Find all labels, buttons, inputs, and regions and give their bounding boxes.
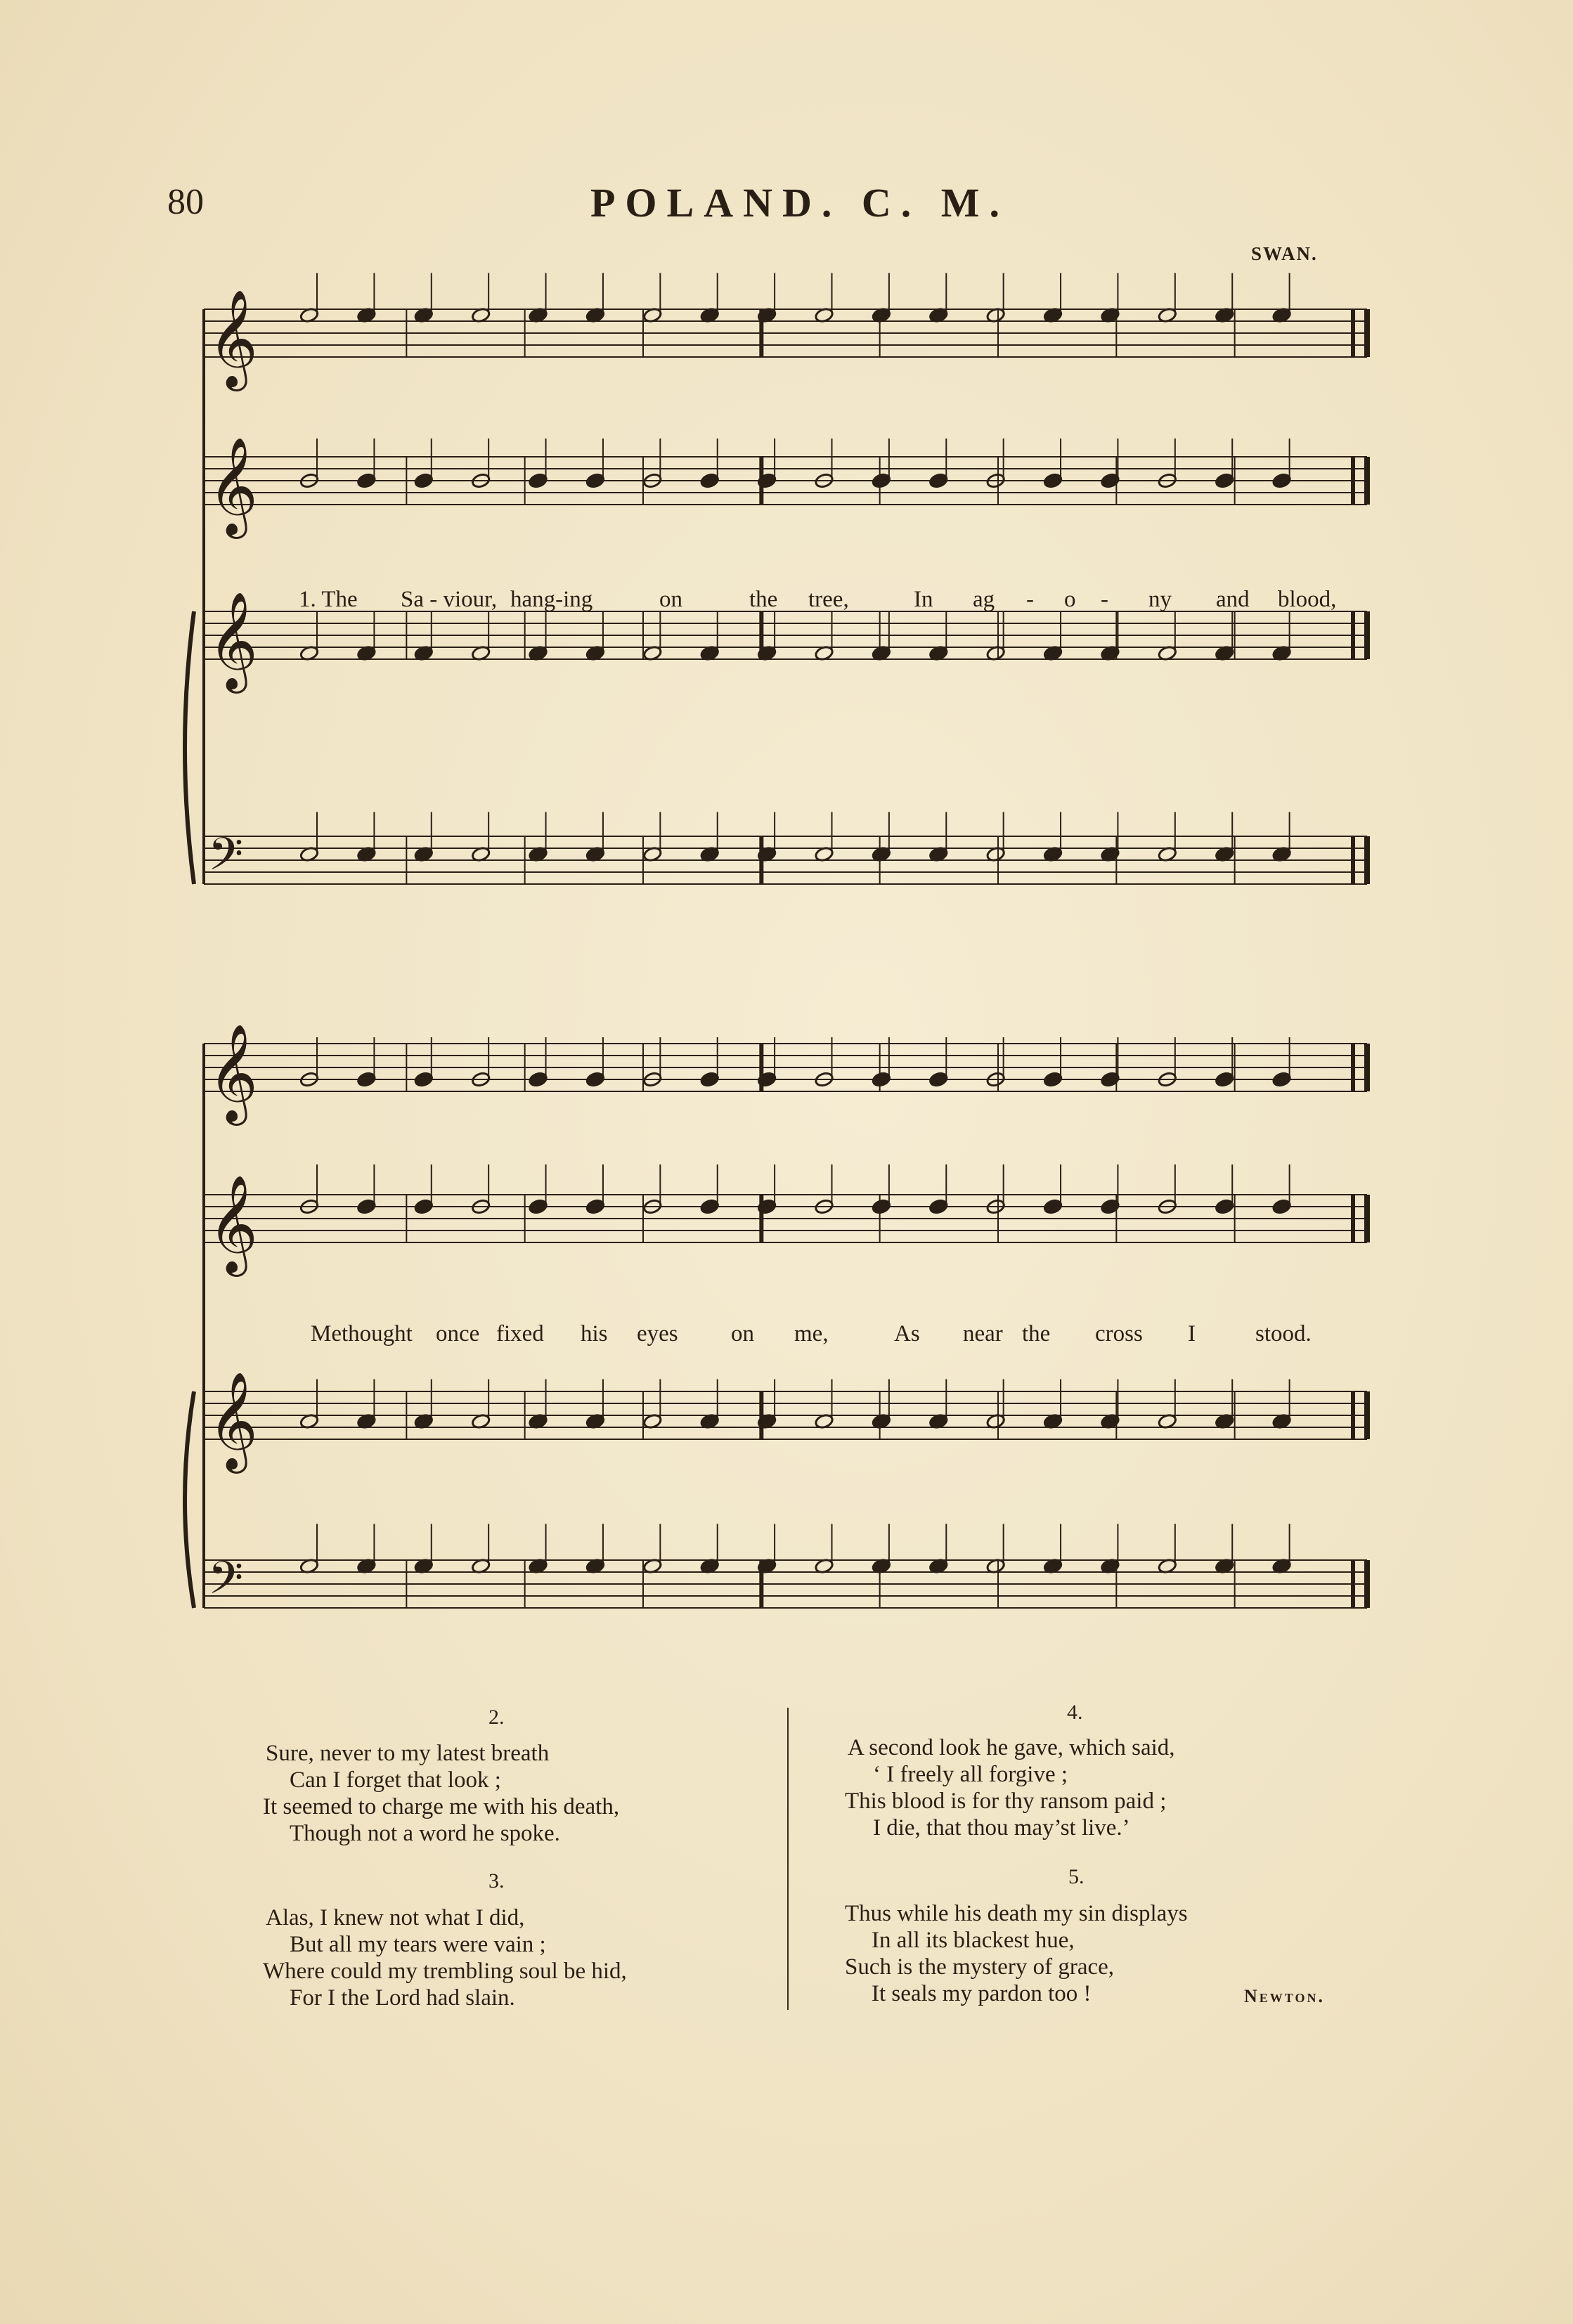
bass-clef: 𝄢: [208, 829, 244, 892]
note-head: [700, 1198, 720, 1214]
treble-clef: 𝄞: [208, 290, 258, 387]
lyric-syllable: his: [581, 1321, 608, 1346]
note-head: [700, 472, 720, 488]
lyric-syllable: ag: [973, 587, 995, 612]
note-head: [1272, 472, 1292, 488]
note-head: [1272, 1198, 1292, 1214]
verse-line: It seals my pardon too !: [872, 1981, 1092, 2006]
column-divider: [787, 1708, 789, 2010]
page-number: 80: [167, 182, 204, 222]
verse-line: Alas, I knew not what I did,: [266, 1905, 525, 1930]
lyric-syllable: -: [1026, 587, 1034, 612]
treble-clef: 𝄞: [208, 592, 258, 689]
note-head: [1043, 472, 1063, 488]
verse-line: But all my tears were vain ;: [290, 1932, 546, 1957]
note-head: [585, 1198, 605, 1214]
treble-clef: 𝄞: [208, 1372, 258, 1469]
note-head: [1215, 1198, 1234, 1214]
note-head: [1043, 1198, 1063, 1214]
note-head: [928, 472, 948, 488]
verse-line: Where could my trembling soul be hid,: [263, 1959, 627, 1984]
lyric-syllable: Sa - viour,: [401, 587, 498, 612]
note-head: [1215, 472, 1234, 488]
verse-line: This blood is for thy ransom paid ;: [845, 1789, 1167, 1814]
lyric-syllable: on: [731, 1321, 754, 1346]
note-head: [585, 472, 605, 488]
lyric-syllable: eyes: [637, 1321, 678, 1346]
lyric-syllable: cross: [1095, 1321, 1143, 1346]
lyric-syllable: me,: [794, 1321, 829, 1346]
lyric-syllable: o: [1064, 587, 1076, 612]
note-head: [356, 1198, 376, 1214]
lyric-syllable: and: [1216, 587, 1250, 612]
verse-line: Can I forget that look ;: [290, 1767, 501, 1793]
verse-line: I die, that thou may’st live.’: [873, 1815, 1130, 1841]
lyric-syllable: stood.: [1255, 1321, 1312, 1346]
note-head: [928, 1071, 948, 1087]
brace: [185, 611, 194, 884]
lyric-syllable: -: [1101, 587, 1108, 612]
lyric-syllable: In: [914, 587, 933, 612]
note-head: [872, 472, 891, 488]
note-head: [356, 1071, 376, 1087]
treble-clef: 𝄞: [208, 437, 258, 535]
treble-clef: 𝄞: [208, 1024, 258, 1122]
verse-number: 2.: [488, 1706, 505, 1729]
note-head: [700, 1071, 720, 1087]
note-head: [1272, 1071, 1292, 1087]
brace: [185, 1391, 194, 1608]
note-head: [529, 1071, 548, 1087]
lyric-syllable: As: [894, 1321, 920, 1346]
lyric-syllable: I: [1188, 1321, 1196, 1346]
score-systems: [185, 273, 1367, 1616]
lyric-syllable: near: [963, 1321, 1003, 1346]
verse-number: 5.: [1068, 1865, 1085, 1888]
note-head: [1043, 1071, 1063, 1087]
note-head: [414, 472, 434, 488]
note-head: [414, 1071, 434, 1087]
verse-line: Sure, never to my latest breath: [266, 1741, 550, 1766]
note-head: [356, 472, 376, 488]
composer-credit: SWAN.: [1251, 243, 1318, 264]
lyric-syllable: the: [1022, 1321, 1051, 1346]
bass-clef: 𝄢: [208, 1552, 244, 1616]
verse-number: 4.: [1067, 1701, 1083, 1724]
verse-line: A second look he gave, which said,: [848, 1735, 1175, 1760]
note-head: [1215, 1071, 1234, 1087]
lyric-syllable: hang-ing: [510, 587, 593, 612]
lyric-syllable: Methought: [311, 1321, 413, 1346]
lyric-syllable: fixed: [496, 1321, 544, 1346]
note-head: [928, 1198, 948, 1214]
verse-line: Though not a word he spoke.: [290, 1821, 560, 1846]
lyric-syllable: ny: [1148, 587, 1172, 612]
note-head: [529, 472, 548, 488]
author-credit: Newton.: [1244, 1986, 1325, 2006]
hymn-title: POLAND. C. M.: [590, 180, 1010, 226]
verse-number: 3.: [488, 1869, 505, 1893]
note-head: [414, 1198, 434, 1214]
lyric-syllable: once: [436, 1321, 480, 1346]
verse-line: Such is the mystery of grace,: [845, 1954, 1115, 1980]
note-head: [872, 1071, 891, 1087]
lyric-syllable: tree,: [808, 587, 849, 612]
verse-line: ‘ I freely all forgive ;: [873, 1762, 1068, 1787]
verse-line: It seemed to charge me with his death,: [263, 1794, 620, 1819]
verse-line: In all its blackest hue,: [872, 1928, 1075, 1953]
lyric-syllable: blood,: [1278, 587, 1337, 612]
note-head: [529, 1198, 548, 1214]
treble-clef: 𝄞: [208, 1175, 258, 1273]
verse-line: Thus while his death my sin displays: [845, 1901, 1188, 1926]
verse-line: For I the Lord had slain.: [290, 1985, 515, 2011]
lyric-syllable: 1. The: [299, 587, 358, 612]
lyric-syllable: the: [749, 587, 778, 612]
lyric-syllable: on: [659, 587, 682, 612]
note-head: [585, 1071, 605, 1087]
note-head: [872, 1198, 891, 1214]
